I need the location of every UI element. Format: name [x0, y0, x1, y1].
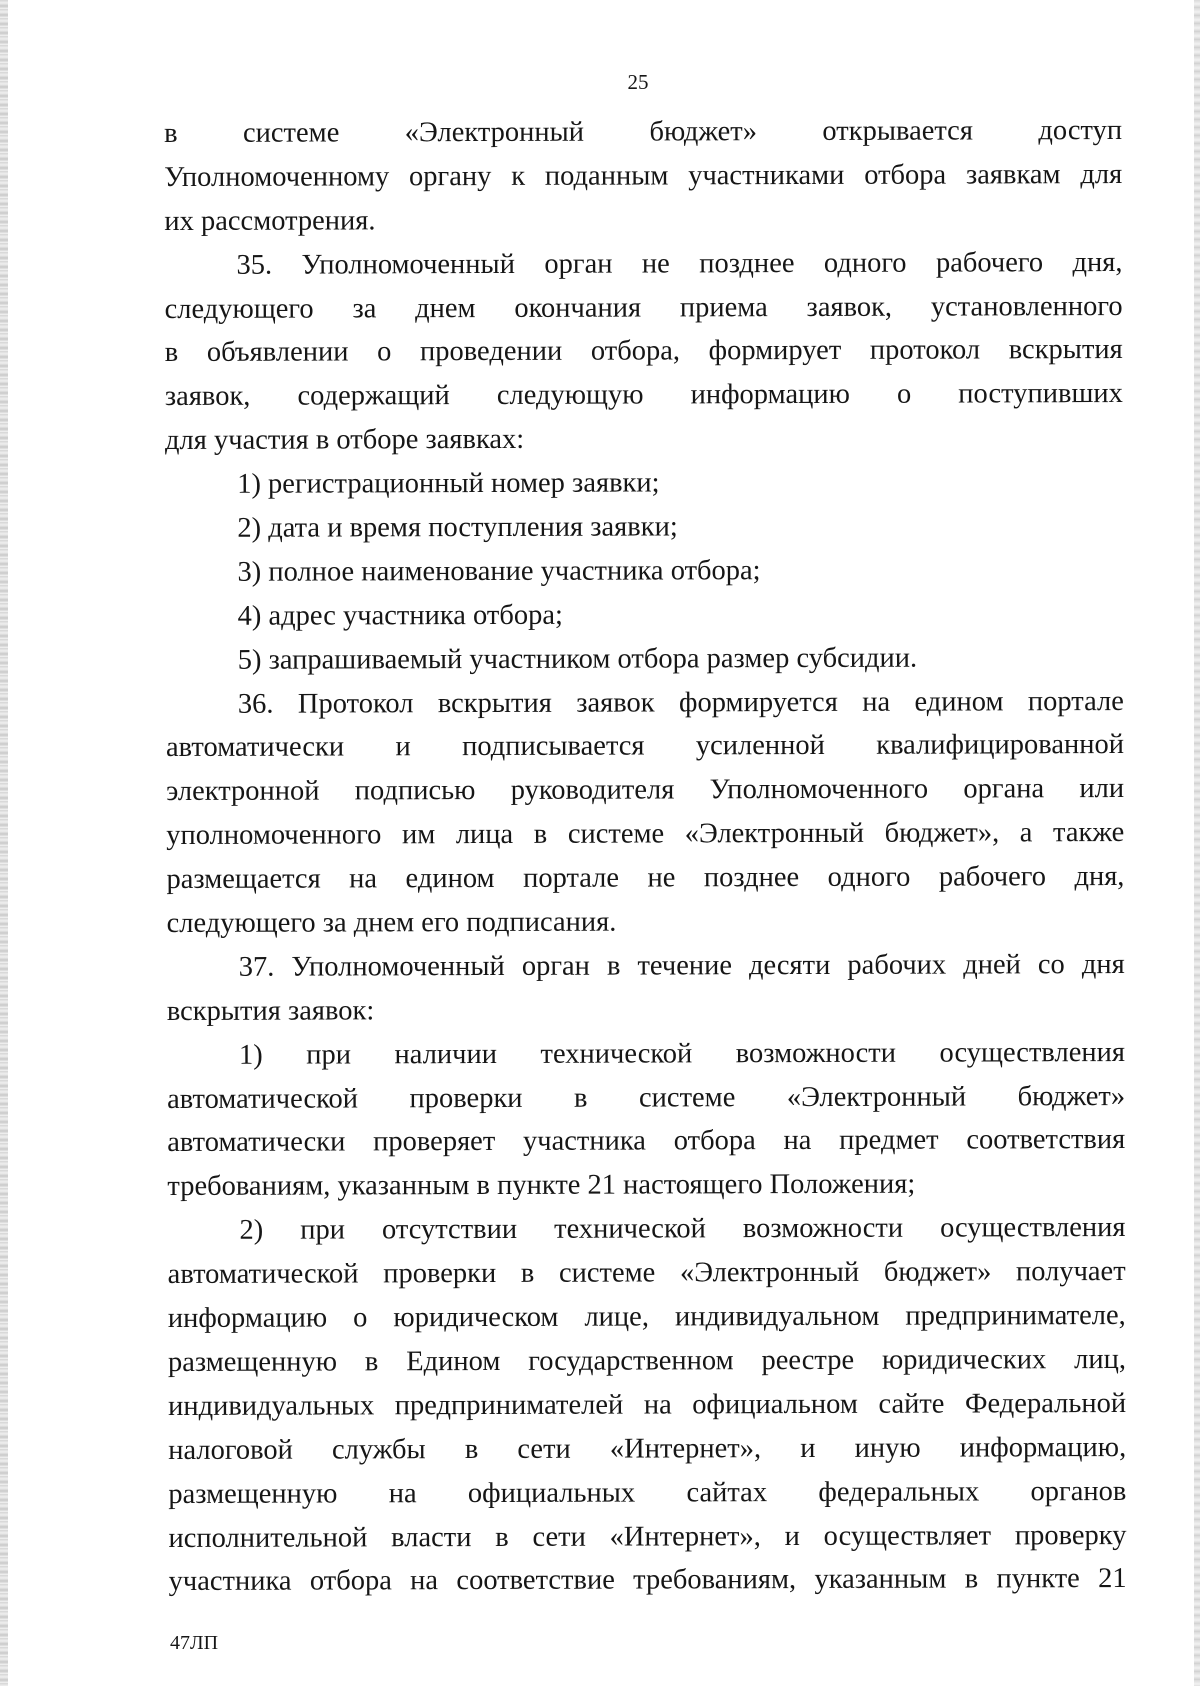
text-line: 5) запрашиваемый участником отбора размер субсидии.	[237, 642, 918, 676]
text-line: следующего за днем окончания приема заявок, установленного	[164, 290, 1123, 325]
page-number: 25	[627, 70, 649, 94]
text-line: автоматической проверки в системе «Электронный бюджет»	[167, 1080, 1126, 1115]
text-line: вскрытия заявок:	[166, 995, 375, 1027]
text-line: информацию о юридическом лице, индивидуальном предпринимателе,	[167, 1300, 1126, 1335]
text-line: участника отбора на соответствие требованиям, указанным в пункте 21	[168, 1563, 1127, 1598]
document-body	[164, 109, 1127, 1604]
scan-edge-right	[1194, 0, 1200, 1686]
text-line: 35. Уполномоченный орган не позднее одного рабочего дня,	[236, 246, 1123, 281]
text-line: размещенную на официальных сайтах федеральных органов	[168, 1475, 1127, 1510]
text-line: размещается на едином портале не позднее одного рабочего дня,	[166, 861, 1125, 896]
text-line: 4) адрес участника отбора;	[237, 599, 563, 632]
text-line: 37. Уполномоченный орган в течение десяти рабочих дней со дня	[238, 948, 1125, 983]
text-line: для участия в отборе заявках:	[164, 424, 525, 457]
text-line: автоматически проверяет участника отбора на предмет соответствия	[167, 1124, 1126, 1159]
text-line: следующего за днем его подписания.	[166, 906, 617, 940]
text-line: Уполномоченному органу к поданным участниками отбора заявкам для	[164, 158, 1123, 193]
text-line: 1) регистрационный номер заявки;	[237, 467, 660, 500]
text-line: автоматически и подписывается усиленной квалифицированной	[165, 729, 1125, 764]
text-line: требованиям, указанным в пункте 21 настоящего Положения;	[167, 1169, 916, 1203]
footer-document-code: 47ЛП	[170, 1632, 219, 1654]
text-line: 1) при наличии технической возможности осуществления	[238, 1036, 1126, 1071]
text-line: 2) дата и время поступления заявки;	[237, 511, 678, 544]
text-line: индивидуальных предпринимателей на официальном сайте Федеральной	[168, 1387, 1127, 1422]
text-line: их рассмотрения.	[164, 205, 376, 237]
text-line: 3) полное наименование участника отбора;	[237, 555, 761, 588]
text-line: электронной подписью руководителя Уполномоченного органа или	[166, 773, 1125, 808]
text-line: в объявлении о проведении отбора, формирует протокол вскрытия	[164, 334, 1123, 369]
text-line: налоговой службы в сети «Интернет», и иную информацию,	[168, 1431, 1127, 1466]
text-line: 36. Протокол вскрытия заявок формируется на едином портале	[237, 685, 1124, 720]
scan-edge-left	[0, 0, 8, 1686]
text-line: исполнительной власти в сети «Интернет», и осуществляет проверку	[168, 1519, 1127, 1554]
text-line: уполномоченного им лица в системе «Электронный бюджет», а также	[166, 817, 1125, 852]
text-line: в системе «Электронный бюджет» открывается доступ	[164, 114, 1123, 149]
text-line: заявок, содержащий следующую информацию о поступивших	[164, 378, 1123, 413]
text-line: автоматической проверки в системе «Электронный бюджет» получает	[167, 1256, 1126, 1291]
text-line: размещенную в Едином государственном реестре юридических лиц,	[167, 1343, 1126, 1378]
text-line: 2) при отсутствии технической возможности осуществления	[239, 1212, 1126, 1247]
